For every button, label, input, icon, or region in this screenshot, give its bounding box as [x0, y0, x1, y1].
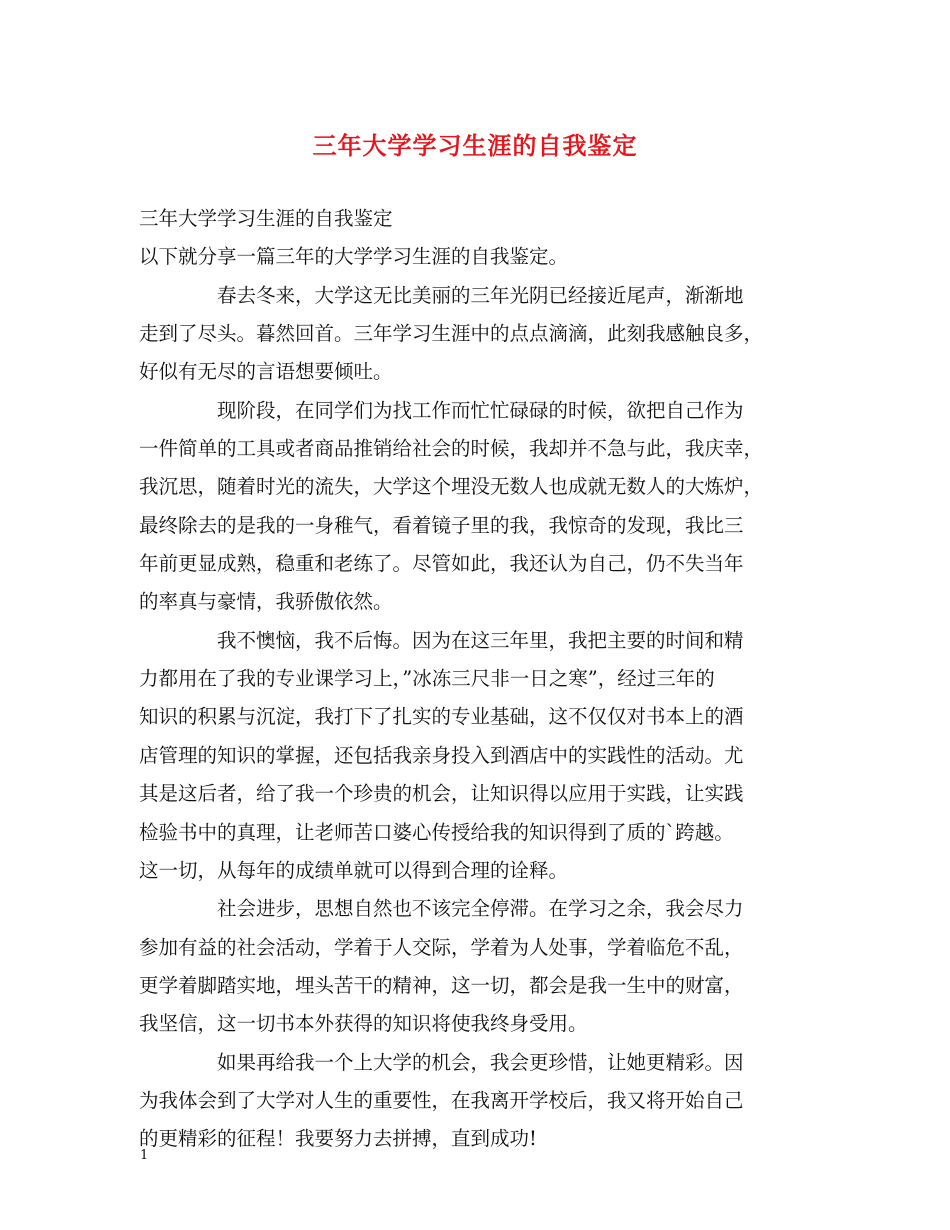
text-line: 知识的积累与沉淀，我打下了扎实的专业基础，这不仅仅对书本上的酒 — [139, 705, 744, 729]
text-line: 力都用在了我的专业课学习上，”冰冻三尺非一日之寒”，经过三年的 — [139, 667, 715, 691]
text-line: 社会进步，思想自然也不该完全停滞。在学习之余，我会尽力 — [217, 897, 744, 921]
text-line: 其是这后者，给了我一个珍贵的机会，让知识得以应用于实践，让实践 — [139, 782, 744, 806]
text-line: 春去冬来，大学这无比美丽的三年光阴已经接近尾声，渐渐地 — [217, 283, 744, 307]
text-line: 的率真与豪情，我骄傲依然。 — [139, 590, 393, 614]
text-line: 这一切，从每年的成绩单就可以得到合理的诠释。 — [139, 858, 569, 882]
text-line: 我沉思，随着时光的流失，大学这个埋没无数人也成就无数人的大炼炉， — [139, 475, 764, 499]
text-line: 检验书中的真理，让老师苦口婆心传授给我的知识得到了质的`跨越。 — [139, 820, 734, 844]
text-line: 三年大学学习生涯的自我鉴定 — [139, 207, 393, 230]
page-title: 三年大学学习生涯的自我鉴定 — [312, 131, 638, 160]
text-line: 走到了尽头。暮然回首。三年学习生涯中的点点滴滴，此刻我感触良多， — [139, 322, 764, 346]
text-line: 以下就分享一篇三年的大学学习生涯的自我鉴定。 — [139, 245, 569, 269]
text-line: 如果再给我一个上大学的机会，我会更珍惜，让她更精彩。因 — [217, 1050, 744, 1074]
text-line: 好似有无尽的言语想要倾吐。 — [139, 360, 393, 384]
text-line: 参加有益的社会活动，学着于人交际，学着为人处事，学着临危不乱， — [139, 935, 744, 959]
text-line: 我不懊恼，我不后悔。因为在这三年里，我把主要的时间和精 — [217, 628, 744, 652]
page-number: 1 — [140, 1148, 149, 1163]
text-line: 更学着脚踏实地，埋头苦干的精神，这一切，都会是我一生中的财富， — [139, 973, 744, 997]
text-line: 的更精彩的征程！我要努力去拼搏，直到成功! — [139, 1127, 537, 1151]
text-line: 年前更显成熟，稳重和老练了。尽管如此，我还认为自己，仍不失当年 — [139, 552, 744, 576]
text-line: 一件简单的工具或者商品推销给社会的时候，我却并不急与此，我庆幸， — [139, 437, 764, 461]
document-body — [139, 200, 819, 1159]
text-line: 最终除去的是我的一身稚气，看着镜子里的我，我惊奇的发现，我比三 — [139, 513, 744, 537]
text-line: 为我体会到了大学对人生的重要性，在我离开学校后，我又将开始自己 — [139, 1088, 744, 1112]
text-line: 现阶段，在同学们为找工作而忙忙碌碌的时候，欲把自己作为 — [217, 398, 744, 422]
text-line: 店管理的知识的掌握，还包括我亲身投入到酒店中的实践性的活动。尤 — [139, 743, 744, 767]
text-line: 我坚信，这一切书本外获得的知识将使我终身受用。 — [139, 1012, 588, 1036]
